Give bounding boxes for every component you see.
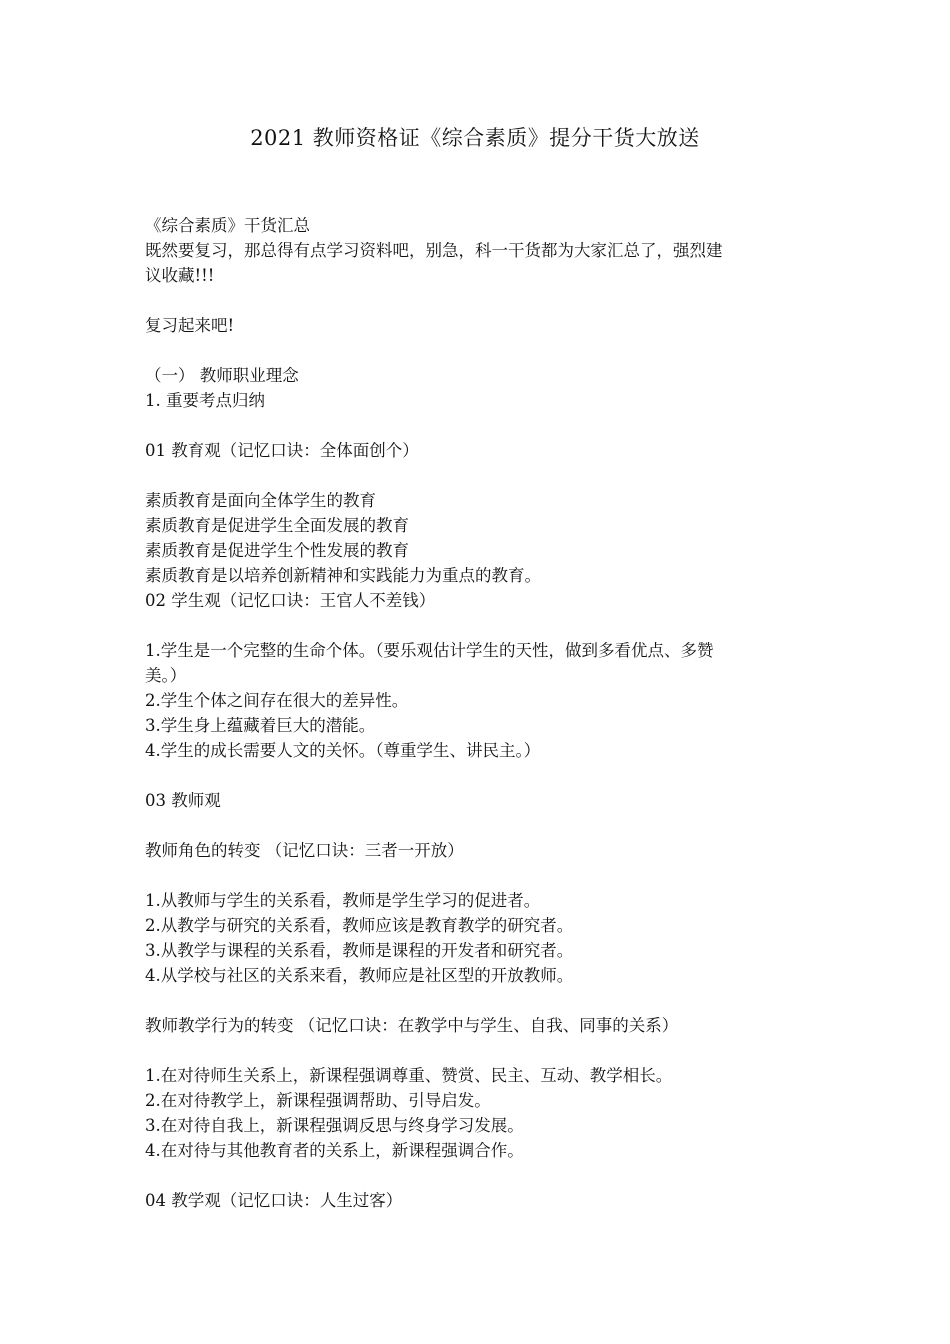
spacer <box>145 613 815 638</box>
teaching-view-heading: 04 教学观（记忆口诀：人生过客） <box>145 1191 403 1210</box>
teacher-role-item: 2.从教学与研究的关系看，教师应该是教育教学的研究者。 <box>145 916 574 935</box>
section-heading: （一） 教师职业理念 <box>145 366 299 385</box>
edu-view-item: 素质教育是面向全体学生的教育 <box>145 491 376 510</box>
teacher-behavior-item: 3.在对待自我上，新课程强调反思与终身学习发展。 <box>145 1116 524 1135</box>
spacer <box>145 988 815 1013</box>
teacher-behavior-heading: 教师教学行为的转变 （记忆口诀：在教学中与学生、自我、同事的关系） <box>145 1016 679 1035</box>
edu-view-item: 素质教育是促进学生个性发展的教育 <box>145 541 409 560</box>
edu-view-item: 素质教育是以培养创新精神和实践能力为重点的教育。 <box>145 566 541 585</box>
teacher-behavior-item: 1.在对待师生关系上，新课程强调尊重、赞赏、民主、互动、教学相长。 <box>145 1066 673 1085</box>
intro-text-line-1: 既然要复习，那总得有点学习资料吧，别急，科一干货都为大家汇总了，强烈建 <box>145 241 723 260</box>
student-view-item: 1.学生是一个完整的生命个体。（要乐观估计学生的天性，做到多看优点、多赞 <box>145 641 714 660</box>
intro-cta: 复习起来吧! <box>145 316 235 335</box>
student-view-item: 2.学生个体之间存在很大的差异性。 <box>145 691 409 710</box>
section-subheading: 1. 重要考点归纳 <box>145 391 265 410</box>
spacer <box>145 813 815 838</box>
spacer <box>145 463 815 488</box>
page-title: 2021 教师资格证《综合素质》提分干货大放送 <box>250 126 700 150</box>
student-view-heading: 02 学生观（记忆口诀：王官人不差钱） <box>145 591 436 610</box>
teacher-behavior-item: 2.在对待教学上，新课程强调帮助、引导启发。 <box>145 1091 491 1110</box>
document-body <box>145 213 815 1213</box>
teacher-behavior-item: 4.在对待与其他教育者的关系上，新课程强调合作。 <box>145 1141 524 1160</box>
teacher-role-heading: 教师角色的转变 （记忆口诀：三者一开放） <box>145 841 464 860</box>
spacer <box>145 1038 815 1063</box>
spacer <box>145 863 815 888</box>
spacer <box>145 413 815 438</box>
teacher-role-item: 4.从学校与社区的关系来看，教师应是社区型的开放教师。 <box>145 966 574 985</box>
teacher-role-item: 3.从教学与课程的关系看，教师是课程的开发者和研究者。 <box>145 941 574 960</box>
intro-text-line-2: 议收藏!!! <box>145 266 215 285</box>
edu-view-item: 素质教育是促进学生全面发展的教育 <box>145 516 409 535</box>
spacer <box>145 338 815 363</box>
intro-heading: 《综合素质》干货汇总 <box>145 216 310 235</box>
student-view-item: 美。） <box>145 666 187 685</box>
student-view-item: 3.学生身上蕴藏着巨大的潜能。 <box>145 716 376 735</box>
teacher-role-item: 1.从教师与学生的关系看，教师是学生学习的促进者。 <box>145 891 541 910</box>
student-view-item: 4.学生的成长需要人文的关怀。（尊重学生、讲民主。） <box>145 741 541 760</box>
spacer <box>145 288 815 313</box>
edu-view-heading: 01 教育观（记忆口诀：全体面创个） <box>145 441 419 460</box>
teacher-view-heading: 03 教师观 <box>145 791 221 810</box>
spacer <box>145 1163 815 1188</box>
spacer <box>145 763 815 788</box>
